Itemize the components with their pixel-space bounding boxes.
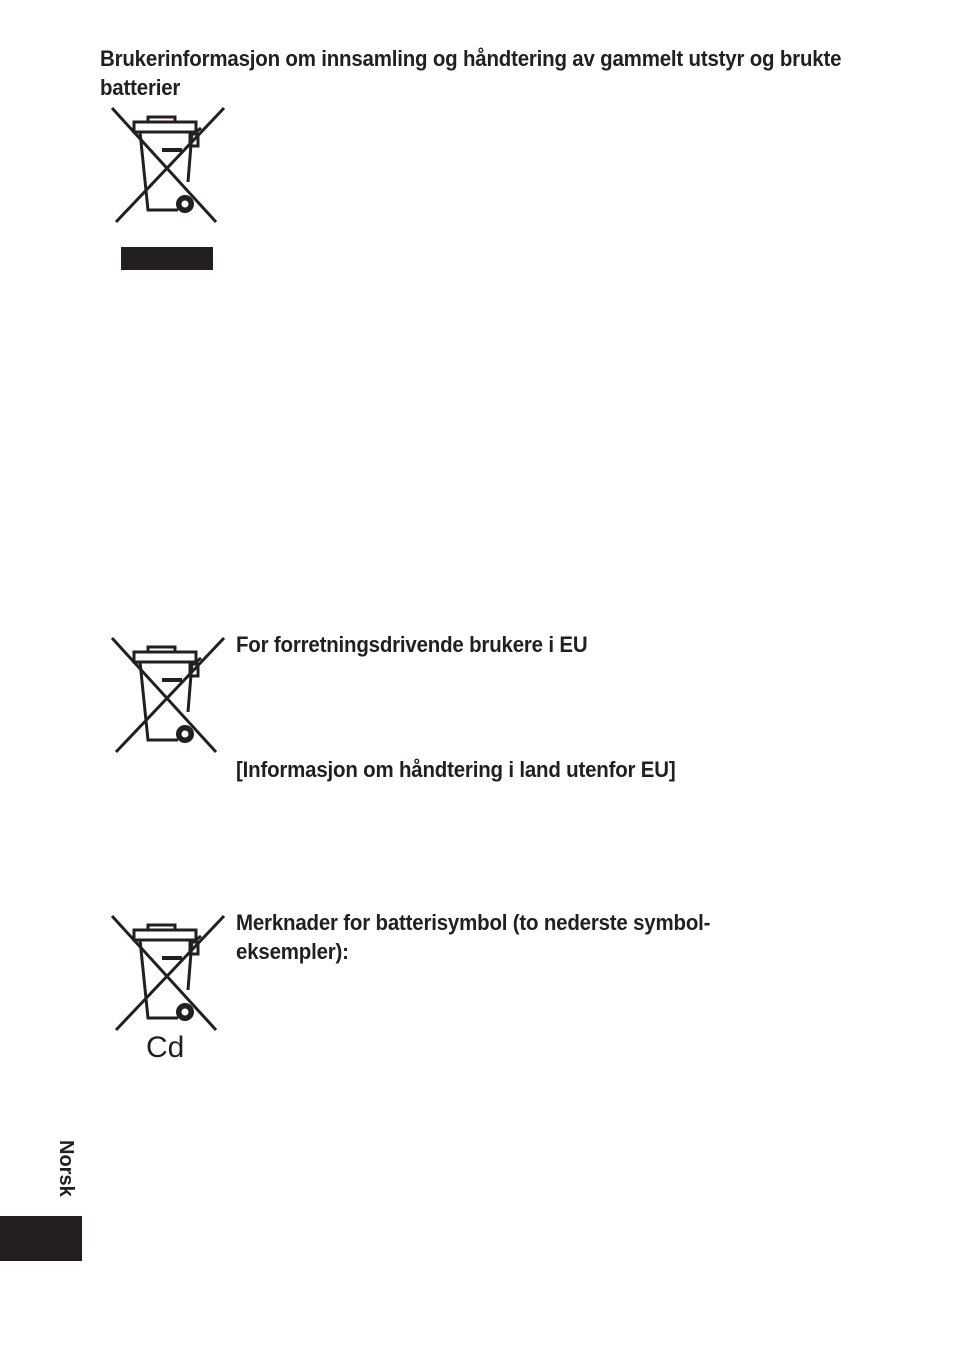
black-bar [121, 247, 213, 270]
language-tab-label: Norsk [55, 1140, 77, 1197]
language-tab-marker [0, 1216, 82, 1261]
section-heading-battery-symbol: Merknader for batterisymbol (to nederste symbol-eksempler): [236, 910, 711, 964]
section-heading-eu-business: For forretningsdrivende brukere i EU [236, 632, 588, 657]
crossed-out-wheeled-bin-icon [108, 104, 228, 228]
crossed-out-wheeled-bin-icon [108, 634, 228, 758]
page-title: Brukerinformasjon om innsamling og håndtering av gammelt utstyr og brukte batterier [100, 46, 842, 100]
section-heading-outside-eu: [Informasjon om håndtering i land utenfor EU] [236, 757, 676, 782]
crossed-out-wheeled-bin-icon [108, 912, 228, 1036]
chemical-symbol: Cd [146, 1031, 185, 1064]
